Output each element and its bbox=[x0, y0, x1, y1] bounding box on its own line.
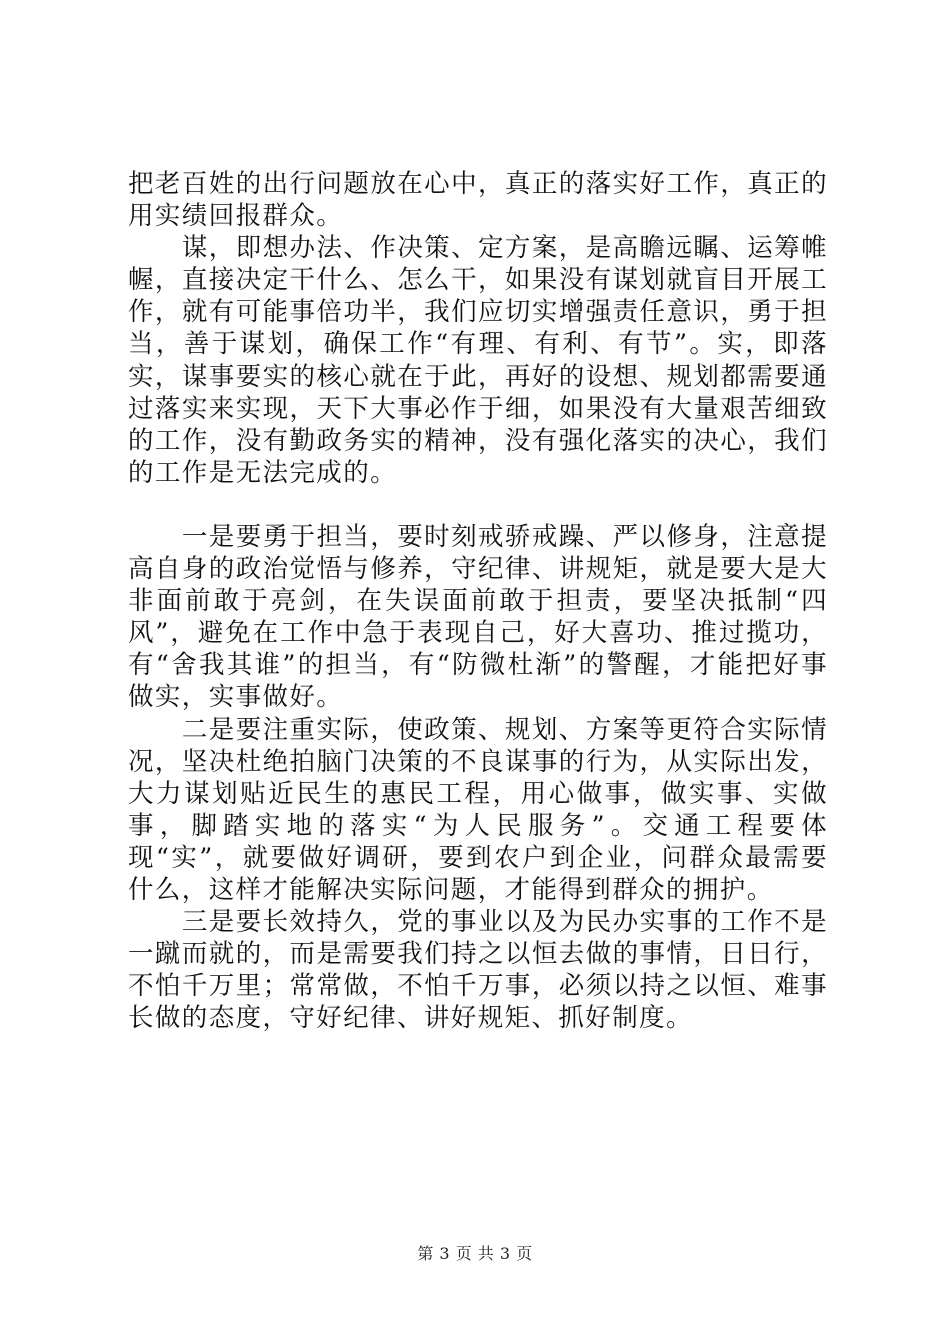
paragraph-point-one: 一是要勇于担当，要时刻戒骄戒躁、严以修身，注意提高自身的政治觉悟与修养，守纪律、讲规矩，就是要大是大非面前敢于亮剑，在失误面前敢于担责，要坚决抵制“四风”，避免在工作中急于表现自己，好大喜功、推过揽功，有“舍我其谁”的担当，有“防微杜渐”的警醒，才能把好事做实，实事做好。 bbox=[128, 521, 828, 713]
paragraph-spacer bbox=[128, 489, 828, 521]
page-number-footer: 第 3 页 共 3 页 bbox=[417, 1244, 533, 1263]
paragraph-intro-continuation: 把老百姓的出行问题放在心中，真正的落实好工作，真正的用实绩回报群众。 bbox=[128, 169, 828, 232]
paragraph-point-two: 二是要注重实际，使政策、规划、方案等更符合实际情况，坚决杜绝拍脑门决策的不良谋事的行为，从实际出发，大力谋划贴近民生的惠民工程，用心做事，做实事、实做事，脚踏实地的落实“为人民服务”。交通工程要体现“实”，就要做好调研，要到农户到企业，问群众最需要什么，这样才能解决实际问题，才能得到群众的拥护。 bbox=[128, 714, 828, 905]
document-body bbox=[128, 168, 828, 1034]
paragraph-point-three: 三是要长效持久，党的事业以及为民办实事的工作不是一蹴而就的，而是需要我们持之以恒去做的事情，日日行，不怕千万里；常常做，不怕千万事，必须以持之以恒、难事长做的态度，守好纪律、讲好规矩、抓好制度。 bbox=[128, 907, 828, 1034]
paragraph-planning: 谋，即想办法、作决策、定方案，是高瞻远瞩、运筹帷幄，直接决定干什么、怎么干，如果没有谋划就盲目开展工作，就有可能事倍功半，我们应切实增强责任意识，勇于担当，善于谋划，确保工作“有理、有利、有节”。实，即落实，谋事要实的核心就在于此，再好的设想、规划都需要通过落实来实现，天下大事必作于细，如果没有大量艰苦细致的工作，没有勤政务实的精神，没有强化落实的决心，我们的工作是无法完成的。 bbox=[128, 233, 828, 488]
